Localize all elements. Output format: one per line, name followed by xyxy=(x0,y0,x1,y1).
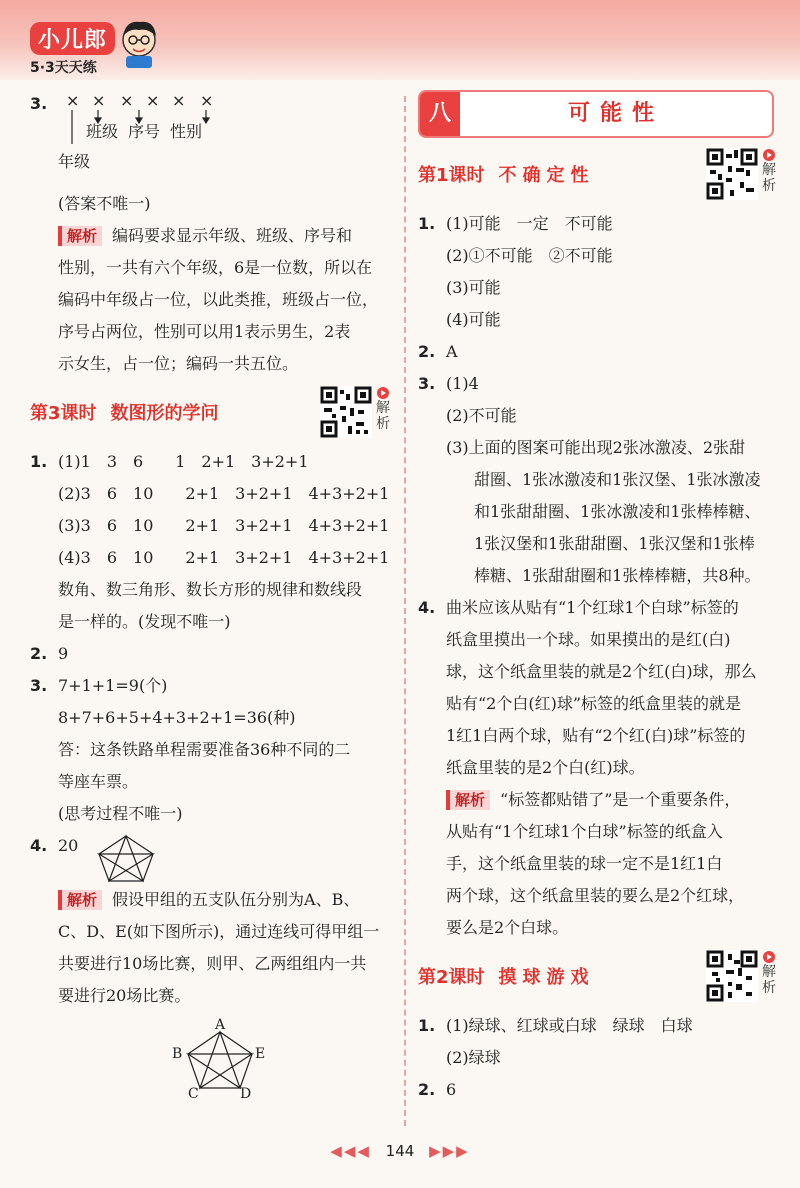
analysis-text: 假设甲组的五支队伍分别为A、B、 xyxy=(112,890,360,909)
answer-line: (4)可能 xyxy=(446,310,501,329)
answer-line: 1红1白两个球，贴有“2个红(白)球”标签的 xyxy=(446,726,746,745)
vertex-label-e: E xyxy=(255,1046,266,1062)
unit-number: 八 xyxy=(420,92,460,136)
prev-arrows-icon: ◀◀◀ xyxy=(330,1142,371,1160)
qr-code-icon[interactable] xyxy=(706,148,758,200)
page-header xyxy=(0,0,800,80)
analysis-text: 两个球，这个纸盒里装的要么是2个红球， xyxy=(446,886,745,905)
answer-line: 答：这条铁路单程需要准备36种不同的二 xyxy=(58,740,351,759)
analysis-tag: 解析 xyxy=(446,790,490,810)
lesson-3-heading xyxy=(30,386,390,442)
code-mark: × xyxy=(120,91,134,110)
brand-logo xyxy=(30,22,115,77)
answer-line: 球，这个纸盒里装的就是2个红(白)球，那么 xyxy=(446,662,757,681)
answer-line: (2)不可能 xyxy=(446,406,517,425)
analysis-tag: 解析 xyxy=(58,226,102,246)
next-arrows-icon: ▶▶▶ xyxy=(429,1142,470,1160)
answer-line: (2)绿球 xyxy=(446,1048,501,1067)
answer-line: 7+1+1=9(个) xyxy=(58,676,168,695)
labeled-pentagon-figure xyxy=(170,1017,270,1102)
qr-label: 解析 xyxy=(762,964,776,996)
analysis-tag: 解析 xyxy=(58,890,102,910)
code-mark: × xyxy=(172,91,186,110)
analysis-text: 手，这个纸盒里装的球一定不是1红1白 xyxy=(446,854,723,873)
answer-line: 9 xyxy=(58,644,69,663)
analysis-text: C、D、E(如下图所示)，通过连线可得甲组一 xyxy=(58,922,380,941)
code-label-gender: 性别 xyxy=(170,122,203,141)
question-number: 2. xyxy=(418,342,436,361)
vertex-label-a: A xyxy=(215,1017,226,1033)
qr-label: 解析 xyxy=(376,400,390,432)
analysis-text: 编码中年级占一位，以此类推，班级占一位， xyxy=(58,290,379,309)
answer-line: (3)上面的图案可能出现2张冰激凌、2张甜 xyxy=(446,438,746,457)
play-icon xyxy=(762,148,776,162)
answer-line: (1)4 xyxy=(446,374,479,393)
column-divider xyxy=(404,96,406,1126)
answer-line: 20 xyxy=(58,836,79,855)
analysis-text: 从贴有“1个红球1个白球”标签的纸盒入 xyxy=(446,822,723,841)
analysis-text: 序号占两位，性别可以用1表示男生，2表 xyxy=(58,322,351,341)
qr-code-icon[interactable] xyxy=(320,386,372,438)
answer-line: 贴有“2个白(红)球”标签的纸盒里装的就是 xyxy=(446,694,742,713)
answer-line: 甜圈、1张冰激凌和1张汉堡、1张冰激凌 xyxy=(474,470,761,489)
answer-line: 1张汉堡和1张甜甜圈、1张汉堡和1张棒 xyxy=(474,534,755,553)
answer-line: (4)3 6 10 2+1 3+2+1 4+3+2+1 xyxy=(58,548,390,567)
code-mark: × xyxy=(200,91,214,110)
left-column xyxy=(30,88,390,1109)
answer-line: 和1张甜甜圈、1张冰激凌和1张棒棒糖、 xyxy=(474,502,761,521)
question-number: 1. xyxy=(418,214,436,233)
code-mark: × xyxy=(66,91,80,110)
brand-title: 小儿郎 xyxy=(30,22,115,55)
lesson-number: 第1课时 xyxy=(418,165,485,186)
page-number: 144 xyxy=(385,1142,415,1160)
answer-line: (2)①不可能 ②不可能 xyxy=(446,246,613,265)
page-footer xyxy=(0,1142,800,1160)
answer-line: 等座车票。 xyxy=(58,772,139,791)
answer-line: (3)3 6 10 2+1 3+2+1 4+3+2+1 xyxy=(58,516,390,535)
play-icon xyxy=(762,950,776,964)
qr-code-icon[interactable] xyxy=(706,950,758,1002)
question-number: 2. xyxy=(30,644,48,663)
answer-line: (1)可能 一定 不可能 xyxy=(446,214,613,233)
vertex-label-b: B xyxy=(172,1046,183,1062)
answer-line: 8+7+6+5+4+3+2+1=36(种) xyxy=(58,708,296,727)
question-number: 3. xyxy=(418,374,436,393)
lesson-2-heading xyxy=(418,950,774,1006)
code-label-seq: 序号 xyxy=(128,122,161,141)
vertex-label-c: C xyxy=(188,1086,199,1102)
answer-line: 纸盒里摸出一个球。如果摸出的是红(白) xyxy=(446,630,731,649)
code-mark: × xyxy=(92,91,106,110)
lesson-title: 数图形的学问 xyxy=(110,403,219,424)
answer-line: 曲米应该从贴有“1个红球1个白球”标签的 xyxy=(446,598,739,617)
answer-line: (思考过程不唯一) xyxy=(58,804,183,823)
analysis-text: 编码要求显示年级、班级、序号和 xyxy=(112,226,353,245)
qr-label: 解析 xyxy=(762,162,776,194)
question-number: 4. xyxy=(418,598,436,617)
analysis-text: “标签都贴错了”是一个重要条件， xyxy=(500,790,741,809)
answer-line: (3)可能 xyxy=(446,278,501,297)
lesson-1-heading xyxy=(418,148,774,204)
answer-line: 6 xyxy=(446,1080,457,1099)
code-label-class: 班级 xyxy=(86,122,119,141)
pentagon-figure xyxy=(96,834,156,884)
answer-line: 数角、数三角形、数长方形的规律和数线段 xyxy=(58,580,363,599)
analysis-text: 性别，一共有六个年级，6是一位数，所以在 xyxy=(58,258,373,277)
question-number: 4. xyxy=(30,836,48,855)
question-number: 1. xyxy=(30,452,48,471)
answer-line: 是一样的。(发现不唯一) xyxy=(58,612,231,631)
question-number: 3. xyxy=(30,676,48,695)
answer-line: 纸盒里装的是2个白(红)球。 xyxy=(446,758,645,777)
question-number: 3. xyxy=(30,94,48,113)
analysis-text: 要么是2个白球。 xyxy=(446,918,569,937)
unit-title: 可能性 xyxy=(567,101,664,126)
code-label-grade: 年级 xyxy=(58,152,91,171)
unit-heading xyxy=(418,90,774,138)
lesson-title: 不确定性 xyxy=(498,165,595,186)
analysis-text: 示女生，占一位；编码一共五位。 xyxy=(58,354,299,373)
question-number: 2. xyxy=(418,1080,436,1099)
analysis-text: 要进行20场比赛。 xyxy=(58,986,191,1005)
answer-line: A xyxy=(446,342,458,361)
code-mark: × xyxy=(146,91,160,110)
answer-line: (1)绿球、红球或白球 绿球 白球 xyxy=(446,1016,693,1035)
lesson-title: 摸球游戏 xyxy=(498,967,595,988)
answer-line: (1)1 3 6 1 2+1 3+2+1 xyxy=(58,452,309,471)
lesson-number: 第3课时 xyxy=(30,403,97,424)
answer-note: (答案不唯一) xyxy=(58,194,151,213)
analysis-text: 共要进行10场比赛，则甲、乙两组组内一共 xyxy=(58,954,367,973)
play-icon xyxy=(376,386,390,400)
vertex-label-d: D xyxy=(240,1086,252,1102)
mascot-icon xyxy=(116,18,162,70)
right-column xyxy=(418,88,774,1106)
lesson-number: 第2课时 xyxy=(418,967,485,988)
question-3 xyxy=(30,88,390,188)
brand-series: 5·3天天练 xyxy=(30,60,97,76)
answer-line: 棒糖、1张甜甜圈和1张棒棒糖，共8种。 xyxy=(474,566,761,585)
question-number: 1. xyxy=(418,1016,436,1035)
answer-line: (2)3 6 10 2+1 3+2+1 4+3+2+1 xyxy=(58,484,390,503)
